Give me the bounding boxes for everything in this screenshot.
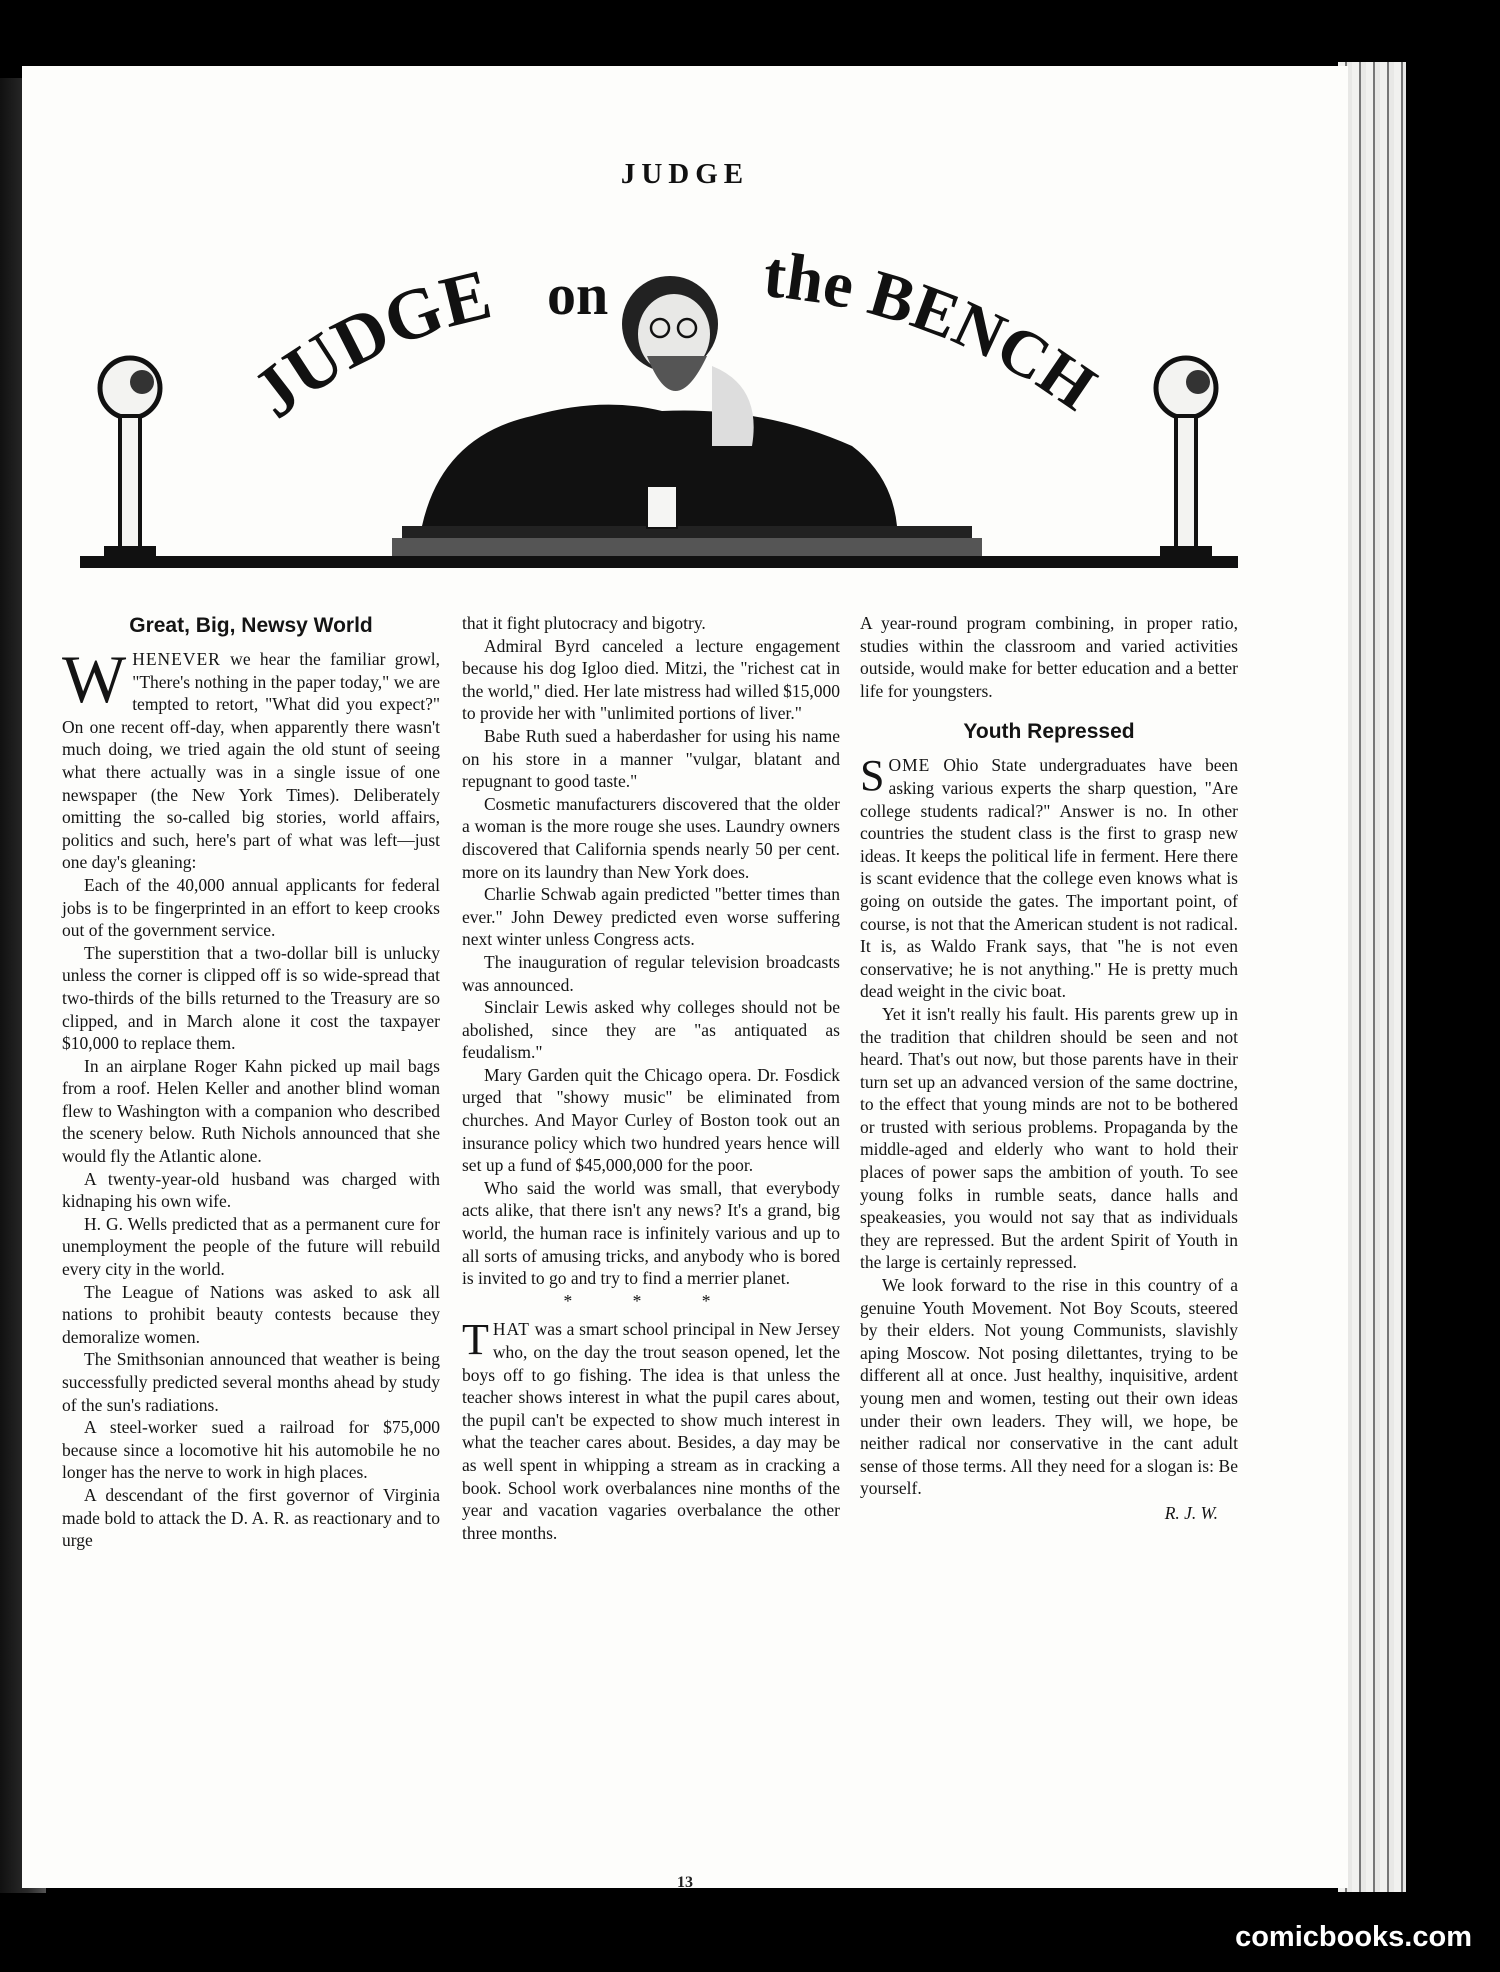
masthead-title-right: the BENCH	[760, 238, 1109, 425]
section-asterism: * * *	[563, 1290, 739, 1311]
magazine-name: JUDGE	[620, 158, 750, 190]
lead-small-caps: HENEVER	[132, 649, 221, 669]
paragraph-continuation: A year-round program combining, in proper ratio, studies within the classroom and varied activities outside, would make for better education and a better life for youngsters.	[860, 613, 1238, 701]
paragraph-continuation: that it fight plutocracy and bigotry.	[462, 613, 706, 633]
paragraph: A descendant of the first governor of Virginia made bold to attack the D. A. R. as reactionary and to urge	[62, 1484, 440, 1551]
masthead-illustration	[62, 216, 1262, 576]
lead-small-caps: OME	[888, 755, 931, 776]
article-lead-paragraph	[462, 1315, 840, 1544]
bench-top	[402, 526, 972, 540]
drop-cap: W	[62, 641, 127, 717]
paragraph: Sinclair Lewis asked why colleges should not be abolished, since they are "as antiquated as feudalism."	[462, 997, 840, 1063]
paragraph: The inauguration of regular television broadcasts was announced.	[462, 951, 840, 995]
bench-base	[80, 556, 1238, 568]
article-column-2	[462, 612, 840, 1544]
paragraph: Each of the 40,000 annual applicants for federal jobs is to be fingerprinted in an effort to keep crooks out of the government service.	[62, 874, 440, 941]
page-number: 13	[677, 1874, 693, 1891]
masthead-title-left: JUDGE	[237, 253, 499, 434]
masthead-title-mid: on	[547, 262, 609, 327]
article-column-3	[860, 612, 1238, 1525]
paragraph: Mary Garden quit the Chicago opera. Dr. Fosdick urged that "showy music" be eliminated from churches. And Mayor Curley of Boston took out an insurance policy which two hundred years hence will set up a fund of $45,000,000 for the poor.	[462, 1064, 840, 1176]
judge-hand	[712, 366, 754, 446]
source-watermark: comicbooks.com	[1235, 1921, 1472, 1953]
author-signature: R. J. W.	[1164, 1502, 1218, 1523]
right-lamp	[1156, 358, 1216, 558]
paragraph: H. G. Wells predicted that as a permanent cure for unemployment the people of the future will rebuild every city in the world.	[62, 1213, 440, 1280]
drop-cap: T	[462, 1315, 489, 1365]
paragraph: The League of Nations was asked to ask all nations to prohibit beauty contests because they demoralize women.	[62, 1281, 440, 1347]
left-lamp	[100, 358, 160, 558]
lead-text: we hear the familiar growl, "There's nothing in the paper today," we are tempted to retort, "What did you expect?" On one recent off-day, when apparently there wasn't much doing, we tried again the old stunt of seeing what there actually was in a single issue of one newspaper (the New York Times). Deliberately omitting the so-called big stories, world affairs, politics and such, here's part of what was left—just one day's gleaning:	[62, 649, 440, 873]
article-column-1	[62, 612, 440, 1552]
lead-text: was a smart school principal in New Jersey who, on the day the trout season opened, let the boys off to go fishing. The idea is that unless the teacher shows interest in what the pupil cares about, the pupil can't be expected to show much interest in what the teacher cares about. Besides, a day may be as well spent in whipping a stream as in cracking a book. School work overbalances nine months of the year and vacation vagaries overbalance the other three months.	[462, 1319, 840, 1543]
paragraph: Babe Ruth sued a haberdasher for using his name on his store in a manner "vulgar, blatant and repugnant to good taste."	[462, 725, 840, 792]
article-lead-paragraph	[860, 751, 1238, 1003]
paragraph: A twenty-year-old husband was charged with kidnaping his own wife.	[62, 1168, 440, 1212]
article-lead-paragraph	[62, 641, 440, 874]
paragraph: A steel-worker sued a railroad for $75,000 because since a locomotive hit his automobile he no longer has the nerve to work in high places.	[62, 1417, 440, 1483]
paragraph: We look forward to the rise in this country of a genuine Youth Movement. Not Boy Scouts, steered by their elders. Not young Communists, slavishly aping Moscow. Not posing dilettantes, trying to be different all at once. Just healthy, inquisitive, ardent young men and women, testing out their own ideas under their own leaders. They will, we hope, be neither radical nor conservative in the cant adult sense of those terms. All they need for a slogan is: Be yourself.	[860, 1275, 1238, 1499]
paragraph: Charlie Schwab again predicted "better times than ever." John Dewey predicted even worse suffering next winter unless Congress acts.	[462, 884, 840, 950]
magazine-page	[22, 66, 1348, 1891]
paragraph: In an airplane Roger Kahn picked up mail bags from a roof. Helen Keller and another blind woman flew to Washington with a companion who described the scenery below. Ruth Nichols announced that she would fly the Atlantic alone.	[62, 1055, 440, 1167]
lead-small-caps: HAT	[492, 1319, 530, 1340]
article-heading: Great, Big, Newsy World	[129, 614, 373, 637]
paragraph: The superstition that a two-dollar bill is unlucky unless the corner is clipped off is so wide-spread that two-thirds of the bills returned to the Treasury are so clipped, and in March alone it cost the taxpayer $10,000 to replace them.	[62, 942, 440, 1054]
paragraph: Admiral Byrd canceled a lecture engagement because his dog Igloo died. Mitzi, the "richest cat in the world," died. Her late mistress had willed $15,000 to provide her with "unlimited portions of liver."	[462, 635, 840, 724]
paragraph: Cosmetic manufacturers discovered that the older a woman is the more rouge she uses. Laundry owners discovered that California spends nearly 50 per cent. more on its laundry than New York does.	[462, 793, 840, 882]
paragraph: Yet it isn't really his fault. His parents grew up in the tradition that children should be seen and not heard. That's out now, but those parents have in their turn set up an advanced version of the same doctrine, to the effect that young minds are not to be bothered or trusted with serious problems. Propaganda by the middle-aged and elderly who want to hold their places of power saps the ambition of youth. To see young folks in rumble seats, dance halls and speakeasies, you would not say that as individuals they are repressed. But the ardent Spirit of Youth in the large is certainly repressed.	[860, 1003, 1238, 1273]
inkwell	[647, 486, 677, 528]
article-heading: Youth Repressed	[963, 720, 1135, 744]
bench-ledge	[392, 538, 982, 556]
paragraph: The Smithsonian announced that weather is being successfully predicted several months ahead by study of the sun's radiations.	[62, 1349, 440, 1415]
lead-text: Ohio State undergraduates have been asking various experts the sharp question, "Are college students radical?" Answer is no. In other countries the student class is the first to grasp new ideas. It keeps the political life in ferment. Here there is scant evidence that the college even knows what is going on outside the gates. The important point, of course, is not that the American student is not radical. It is, as Waldo Frank says, that "he is not even conservative; he is not anything." He is pretty much dead weight in the civic boat.	[860, 755, 1238, 1002]
paragraph: Who said the world was small, that everybody acts alike, that there isn't any news? It's a grand, big world, the human race is infinitely various and up to all sorts of amusing tricks, and anybody who is bored is invited to go and try to find a merrier planet.	[462, 1177, 840, 1289]
drop-cap: S	[860, 751, 885, 801]
judge-beard	[647, 356, 707, 391]
page-edges	[1338, 62, 1406, 1892]
